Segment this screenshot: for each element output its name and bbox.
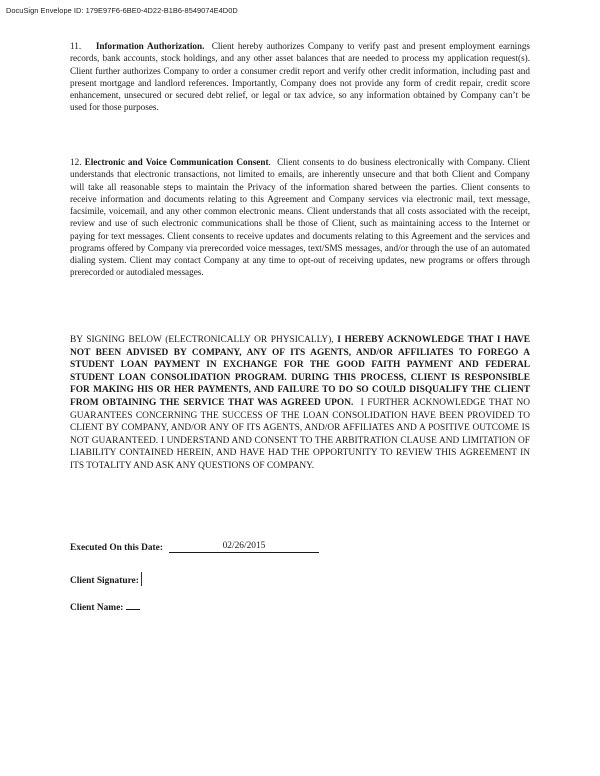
- section-11-title: Information Authorization.: [95, 41, 205, 51]
- section-12-body: Client consents to do business electronically with Company. Client understands that electronic transactions, not limited to emails, are inherently unsecure and that both Client and Company will take all reasonable steps to maintain the Privacy of the information shared between the parties. Client consents to receive information and documents relating to this Agreement and Company services via electronic mail, text message, facsimile, voicemail, and any other common electronic means. Client understands that all costs associated with the receipt, review and use of such electronic communications shall be those of Client, such as maintaining access to the Internet or paying for text messages. Client consents to receive updates and documents relating to this Agreement and the services and programs offered by Company via prerecorded voice messages, text/SMS messages, and/or through the use of an automated dialing system. Client may contact Company at any time to opt-out of receiving updates, new programs or offers through prerecorded or autodialed messages.: [70, 157, 531, 278]
- acknowledgement-bold: I HEREBY ACKNOWLEDGE THAT I HAVE NOT BEEN ADVISED BY COMPANY, ANY OF ITS AGENTS, AND/OR AFFILIATES TO FOREGO A STUDENT LOAN PAYMENT IN EXCHANGE FOR THE GOOD FAITH PAYMENT AND FEDERAL STUDENT LOAN CONSOLIDATION PROGRAM. DURING THIS PROCESS, CLIENT IS RESPONSIBLE FOR MAKING HIS OR HER PAYMENTS, AND FAILURE TO DO SO COULD DISQUALIFY THE CLIENT FROM OBTAINING THE SERVICE THAT WAS AGREED UPON.: [70, 335, 530, 408]
- section-11-body: Client hereby authorizes Company to verify past and present employment earnings records, bank accounts, stock holdings, and any other asset balances that are needed to process my application request(s). Client further authorizes Company to order a consumer credit report and verify other credit information, including past and present mortgage and landlord references. Importantly, Company does not provide any form of credit repair, credit score enhancement, unsecured or secured debt relief, or legal or tax advice, so any information obtained by Company can’t be used for those purposes.: [70, 41, 530, 113]
- acknowledgement-lead: BY SIGNING BELOW (ELECTRONICALLY OR PHYSICALLY),: [70, 335, 334, 345]
- client-signature-field[interactable]: [141, 572, 144, 586]
- section-12-communication-consent: [70, 156, 530, 279]
- client-name-field[interactable]: [126, 601, 140, 610]
- acknowledgement-paragraph: [70, 334, 530, 473]
- client-signature-row: [70, 572, 144, 586]
- section-11-number: 11.: [70, 41, 82, 51]
- client-name-row: [70, 601, 140, 613]
- section-12-title-end: .: [268, 157, 271, 167]
- section-12-title: Electronic and Voice Communication Consent: [84, 157, 269, 167]
- executed-date-field[interactable]: 02/26/2015: [169, 541, 319, 553]
- executed-date-row: [70, 543, 319, 555]
- executed-date-label: Executed On this Date:: [70, 543, 163, 553]
- acknowledgement-tail: I FURTHER ACKNOWLEDGE THAT NO GUARANTEES CONCERNING THE SUCCESS OF THE LOAN CONSOLIDATION HAVE BEEN PROVIDED TO CLIENT BY COMPANY, AND/OR ANY OF ITS AGENTS, AND/OR AFFILIATES AND A POSITIVE OUTCOME IS NOT GUARANTEED. I UNDERSTAND AND CONSENT TO THE ARBITRATION CLAUSE AND LIMITATION OF LIABILITY CONTAINED HEREIN, AND HAVE HAD THE OPPORTUNITY TO REVIEW THIS AGREEMENT IN ITS TOTALITY AND ASK ANY QUESTIONS OF COMPANY.: [70, 397, 531, 471]
- client-name-label: Client Name:: [70, 603, 124, 613]
- client-signature-label: Client Signature:: [70, 576, 139, 586]
- section-12-number: 12.: [70, 157, 82, 167]
- envelope-id: DocuSign Envelope ID: 179E97F6-6BE0-4D22-B1B6-8549074E4D0D: [6, 6, 238, 15]
- section-11-information-authorization: [70, 40, 530, 114]
